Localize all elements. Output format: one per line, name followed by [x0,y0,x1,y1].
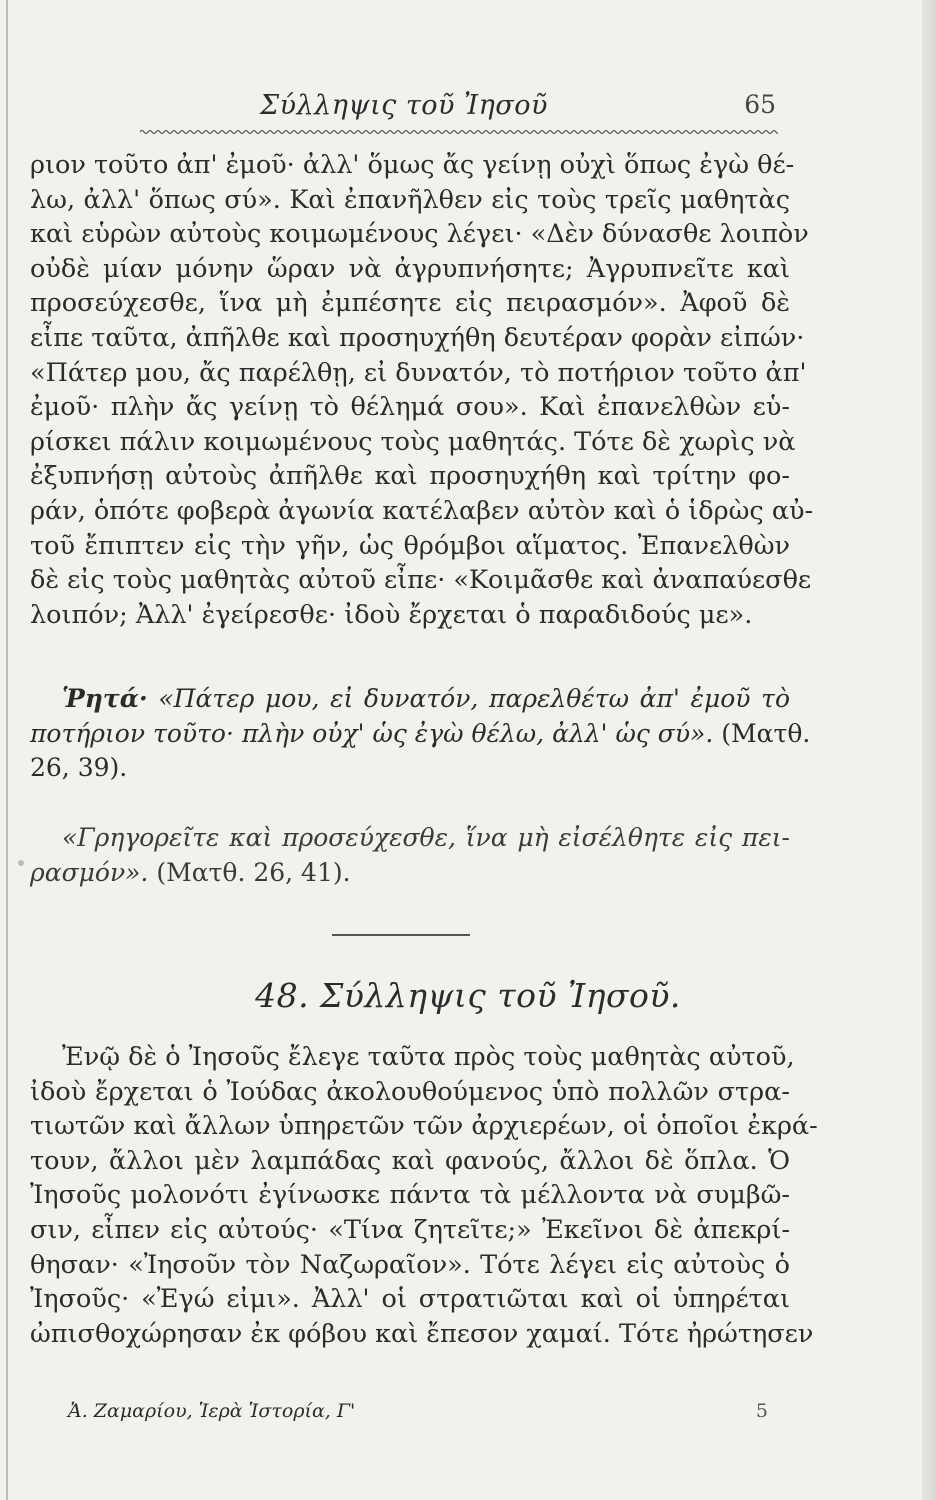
text-line: θησαν· «Ἰησοῦν τὸν Ναζωραῖον». Τότε λέγει εἰς αὐτοὺς ὁ [30,1249,790,1280]
rhta-block [30,682,811,786]
page-number: 65 [744,90,776,119]
text-line: ἰδοὺ ἔρχεται ὁ Ἰούδας ἀκολουθούμενος ὑπὸ πολλῶν στρα- [30,1076,790,1107]
text-line: λω, ἀλλ' ὅπως σύ». Καὶ ἐπανῆλθεν εἰς τοὺς τρεῖς μαθητὰς [30,184,790,215]
running-title: Σύλληψις τοῦ Ἰησοῦ [260,90,548,121]
footer-signature-mark: 5 [755,1400,768,1422]
text-line: τιωτῶν καὶ ἄλλων ὑπηρετῶν τῶν ἀρχιερέων, οἱ ὁποῖοι ἐκρά- [30,1111,818,1142]
page-footer [68,1400,768,1434]
text-line: Ἐνῷ δὲ ὁ Ἰησοῦς ἔλεγε ταῦτα πρὸς τοὺς μαθητὰς αὐτοῦ, [62,1042,795,1072]
quote2-text-2: ρασμόν». [30,857,149,887]
page-right-edge [922,0,936,1500]
text-line: δὲ εἰς τοὺς μαθητὰς αὐτοῦ εἶπε· «Κοιμᾶσθε καὶ ἀναπαύεσθε [30,565,812,596]
text-line: ράν, ὁπότε φοβερὰ ἀγωνία κατέλαβεν αὐτὸν καὶ ὁ ἱδρὼς αὐ- [30,495,814,526]
quote2-text-1: «Γρηγορεῖτε καὶ προσεύχεσθε, ἵνα μὴ εἰσέλθητε εἰς πει- [62,823,790,852]
text-line: ριον τοῦτο ἀπ' ἐμοῦ· ἀλλ' ὅμως ἄς γείνῃ οὐχὶ ὅπως ἐγὼ θέ- [30,150,795,180]
text-line: ὠπισθοχώρησαν ἐκ φόβου καὶ ἔπεσον χαμαί. Τότε ἠρώτησεν [30,1318,814,1349]
section-heading: 48. Σύλληψις τοῦ Ἰησοῦ. [255,976,681,1015]
text-line: λοιπόν; Ἀλλ' ἐγείρεσθε· ἰδοὺ ἔρχεται ὁ παραδιδούς με». [30,599,753,630]
ink-spot [18,860,24,866]
text-line: σιν, εἶπεν εἰς αὐτούς· «Τίνα ζητεῖτε;» Ἐκεῖνοι δὲ ἀπεκρί- [30,1214,790,1245]
page-left-edge [6,0,8,1500]
text-line: ἐμοῦ· πλὴν ἄς γείνῃ τὸ θέλημά σου». Καὶ ἐπανελθὼν εὑ- [30,392,790,423]
text-line: προσεύχεσθε, ἵνα μὴ ἐμπέσητε εἰς πειρασμόν». Ἀφοῦ δὲ [30,288,790,319]
section-paragraph [30,1040,818,1351]
rhta-quote-2: ποτήριον τοῦτο· πλὴν οὐχ' ὡς ἐγὼ θέλω, ἀλλ' ὡς σύ». [30,718,714,748]
rhta-block-2 [30,820,790,889]
rhta-quote-1: «Πάτερ μου, εἰ δυνατόν, παρελθέτω ἀπ' ἐμοῦ τὸ [158,684,791,713]
text-line: Ἰησοῦς μολονότι ἐγίνωσκε πάντα τὰ μέλλοντα νὰ συμβῶ- [30,1180,790,1211]
footer-credit: Ἀ. Ζαμαρίου, Ἱερὰ Ἱστορία, Γ' [68,1400,356,1422]
quote2-reference: (Ματθ. 26, 41). [148,857,351,887]
text-line: οὐδὲ μίαν μόνην ὥραν νὰ ἀγρυπνήσητε; Ἀγρυπνεῖτε καὶ [30,253,790,284]
text-line: τουν, ἄλλοι μὲν λαμπάδας καὶ φανούς, ἄλλοι δὲ ὅπλα. Ὁ [30,1145,790,1176]
text-line: Ἰησοῦς· «Ἐγώ εἰμι». Ἀλλ' οἱ στρατιῶται καὶ οἱ ὑπηρέται [30,1284,790,1315]
rhta-line-3: 26, 39). [30,753,128,782]
text-line: εἶπε ταῦτα, ἀπῆλθε καὶ προσηυχήθη δευτέραν φορὰν εἰπών· [30,322,805,353]
paragraph-1 [30,148,814,632]
rhta-line-1 [30,682,790,717]
text-line: «Πάτερ μου, ἄς παρέλθῃ, εἰ δυνατόν, τὸ ποτήριον τοῦτο ἀπ' [30,357,807,388]
quote2-line-2 [30,855,790,890]
rhta-label: Ῥητά· [62,684,148,713]
quote2-line-1 [30,820,790,855]
wavy-rule-divider [140,128,778,136]
running-head [140,90,800,130]
text-line: τοῦ ἔπιπτεν εἰς τὴν γῆν, ὡς θρόμβοι αἵματος. Ἐπανελθὼν [30,530,790,561]
text-line: καὶ εὑρὼν αὐτοὺς κοιμωμένους λέγει· «Δὲν δύνασθε λοιπὸν [30,219,809,250]
rhta-reference-1: (Ματθ. [713,718,811,748]
text-line: ἐξυπνήσῃ αὐτοὺς ἀπῆλθε καὶ προσηυχήθη καὶ τρίτην φο- [30,461,790,492]
section-separator [332,934,470,936]
text-line: ρίσκει πάλιν κοιμωμένους τοὺς μαθητάς. Τότε δὲ χωρὶς νὰ [30,426,796,457]
rhta-line-2 [30,717,811,752]
